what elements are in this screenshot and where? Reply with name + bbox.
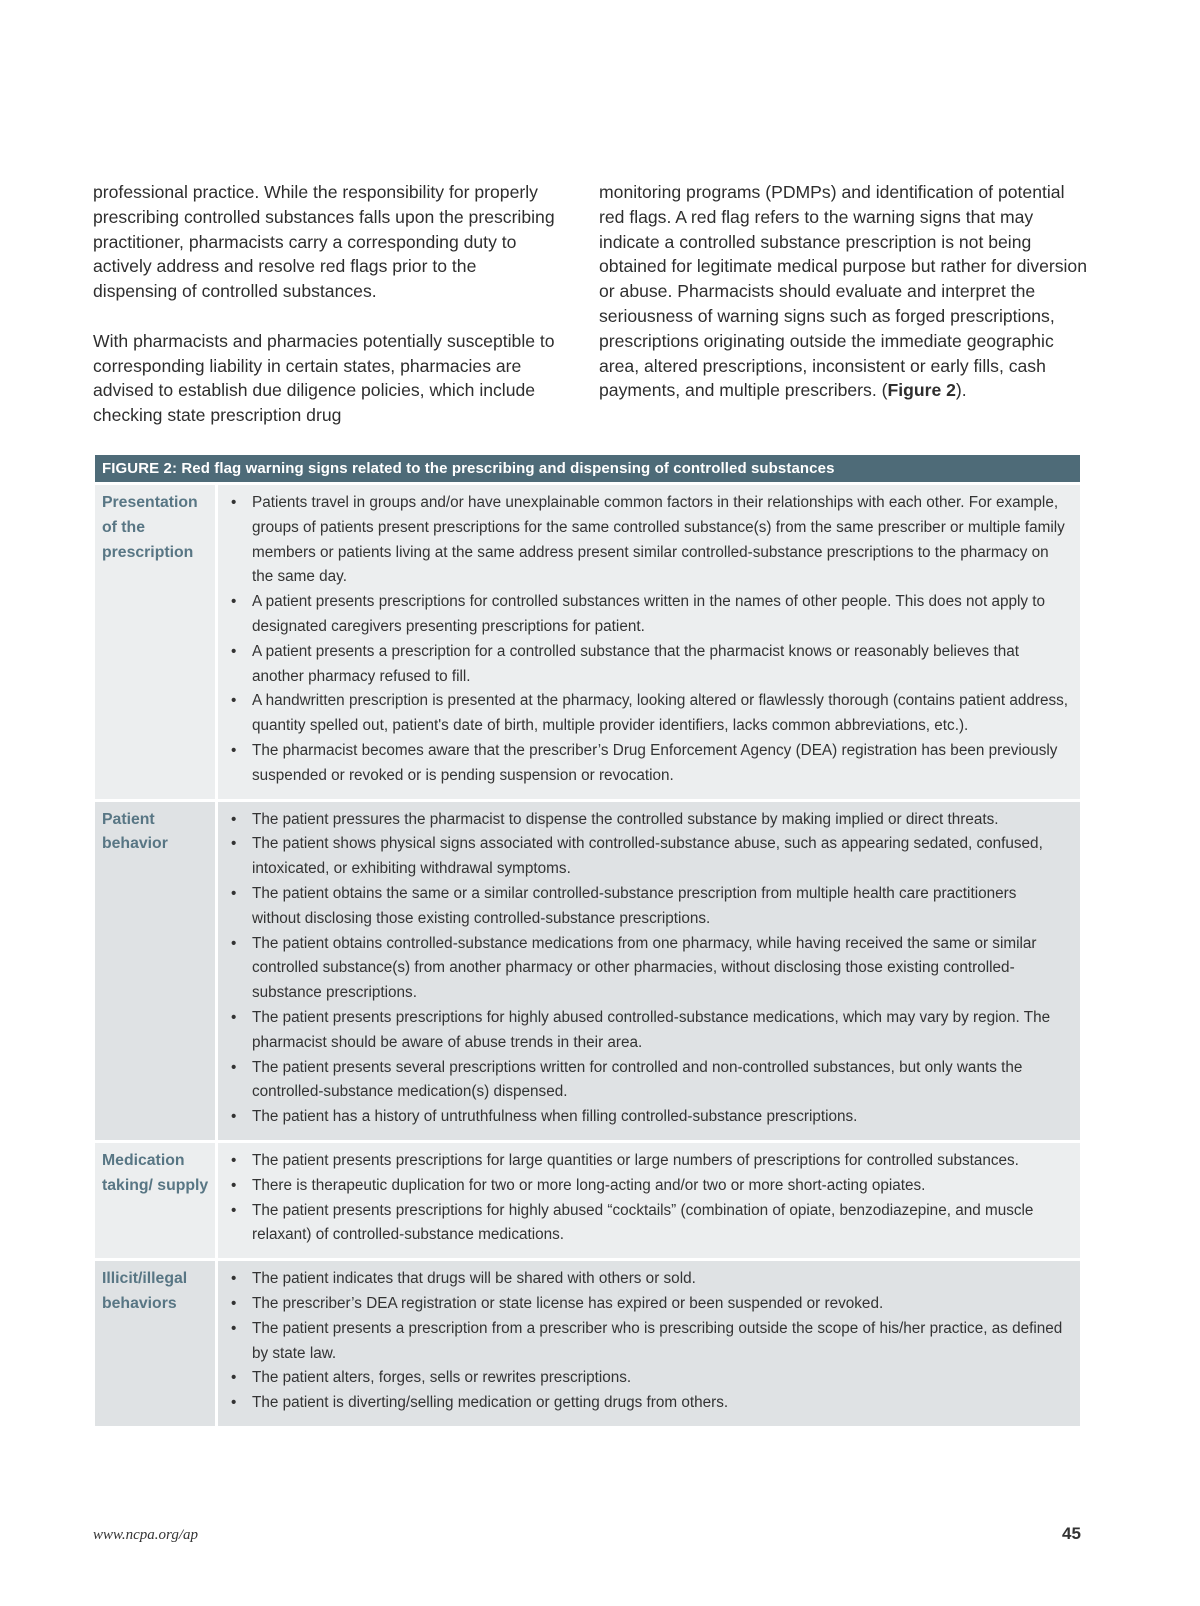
table-row <box>95 484 1080 801</box>
left-text-column <box>93 180 563 428</box>
paragraph <box>599 180 1089 403</box>
list-item: • The patient obtains the same or a similar controlled-substance prescription from multiple health care practitioners without disclosing those existing controlled-substance prescriptions. <box>228 882 1068 932</box>
row-items <box>217 1141 1081 1259</box>
table-row <box>95 1260 1080 1426</box>
bullet-list <box>228 808 1068 1130</box>
list-item: • The pharmacist becomes aware that the prescriber’s Drug Enforcement Agency (DEA) registration has been previously suspended or revoked or is pending suspension or revocation. <box>228 739 1068 789</box>
list-item: • The patient presents prescriptions for large quantities or large numbers of prescriptions for controlled substances. <box>228 1149 1068 1174</box>
list-item: • The patient presents several prescriptions written for controlled and non-controlled substances, but only wants the controlled-substance medication(s) dispensed. <box>228 1056 1068 1106</box>
footer-url: www.ncpa.org/ap <box>93 1527 199 1543</box>
table-row <box>95 800 1080 1141</box>
row-items <box>217 1260 1081 1426</box>
figure-reference: Figure 2 <box>887 380 956 401</box>
paragraph: professional practice. While the responsibility for properly prescribing controlled substances falls upon the prescribing practitioner, pharmacists carry a corresponding duty to actively address and resolve red flags prior to the dispensing of controlled substances. <box>93 182 555 302</box>
row-category: Patient behavior <box>95 800 217 1141</box>
table-row <box>95 1141 1080 1259</box>
figure-2 <box>95 455 1080 1426</box>
list-item: • The patient pressures the pharmacist to dispense the controlled substance by making implied or direct threats. <box>228 808 1068 833</box>
row-items <box>217 484 1081 801</box>
bullet-list <box>228 1267 1068 1416</box>
page-number: 45 <box>1062 1524 1081 1543</box>
paragraph-text: monitoring programs (PDMPs) and identification of potential red flags. A red flag refers to the warning signs that may indicate a controlled substance prescription is not being obtained for legitimate medical purpose but rather for diversion or abuse. Pharmacists should evaluate and interpret the seriousness of warning signs such as forged prescriptions, prescriptions originating outside the immediate geographic area, altered prescriptions, inconsistent or early fills, cash payments, and multiple prescribers. ( <box>599 182 1088 401</box>
list-item: • The patient obtains controlled-substance medications from one pharmacy, while having received the same or similar controlled substance(s) from another pharmacy or other pharmacies, without disclosing those existing controlled-substance prescriptions. <box>228 932 1068 1006</box>
list-item: • The patient presents a prescription from a prescriber who is prescribing outside the scope of his/her practice, as defined by state law. <box>228 1317 1068 1367</box>
list-item: • The patient shows physical signs associated with controlled-substance abuse, such as appearing sedated, confused, intoxicated, or exhibiting withdrawal symptoms. <box>228 832 1068 882</box>
list-item: • The prescriber’s DEA registration or state license has expired or been suspended or revoked. <box>228 1292 1068 1317</box>
list-item: • Patients travel in groups and/or have unexplainable common factors in their relationships with each other. For example, groups of patients present prescriptions for the same controlled substance(s) from the same prescriber or multiple family members or patients living at the same address present similar controlled-substance prescriptions to the pharmacy on the same day. <box>228 491 1068 590</box>
list-item: • The patient has a history of untruthfulness when filling controlled-substance prescriptions. <box>228 1105 1068 1130</box>
figure-title: FIGURE 2: Red flag warning signs related to the prescribing and dispensing of controlled substances <box>95 455 1080 482</box>
list-item: • A patient presents prescriptions for controlled substances written in the names of other people. This does not apply to designated caregivers presenting prescriptions for patient. <box>228 590 1068 640</box>
list-item: • The patient alters, forges, sells or rewrites prescriptions. <box>228 1366 1068 1391</box>
list-item: • The patient is diverting/selling medication or getting drugs from others. <box>228 1391 1068 1416</box>
list-item: • There is therapeutic duplication for two or more long-acting and/or two or more short-acting opiates. <box>228 1174 1068 1199</box>
right-text-column <box>599 180 1089 403</box>
paragraph: With pharmacists and pharmacies potentially susceptible to corresponding liability in certain states, pharmacies are advised to establish due diligence policies, which include checking state prescription drug <box>93 330 555 426</box>
row-category: Illicit/illegal behaviors <box>95 1260 217 1426</box>
list-item: • A patient presents a prescription for a controlled substance that the pharmacist knows or reasonably believes that another pharmacy refused to fill. <box>228 640 1068 690</box>
red-flag-table <box>95 482 1080 1426</box>
list-item: • The patient presents prescriptions for highly abused controlled-substance medications, which may vary by region. The pharmacist should be aware of abuse trends in their area. <box>228 1006 1068 1056</box>
row-category: Medication taking/ supply <box>95 1141 217 1259</box>
row-items <box>217 800 1081 1141</box>
paragraph-end: ). <box>955 380 967 401</box>
list-item: • The patient presents prescriptions for highly abused “cocktails” (combination of opiate, benzodiazepine, and muscle relaxant) of controlled-substance medications. <box>228 1199 1068 1249</box>
row-category: Presentation of the prescription <box>95 484 217 801</box>
bullet-list <box>228 491 1068 789</box>
bullet-list <box>228 1149 1068 1248</box>
list-item: • A handwritten prescription is presented at the pharmacy, looking altered or flawlessly thorough (contains patient address, quantity spelled out, patient's date of birth, multiple provider identifiers, lacks common abbreviations, etc.). <box>228 689 1068 739</box>
list-item: • The patient indicates that drugs will be shared with others or sold. <box>228 1267 1068 1292</box>
